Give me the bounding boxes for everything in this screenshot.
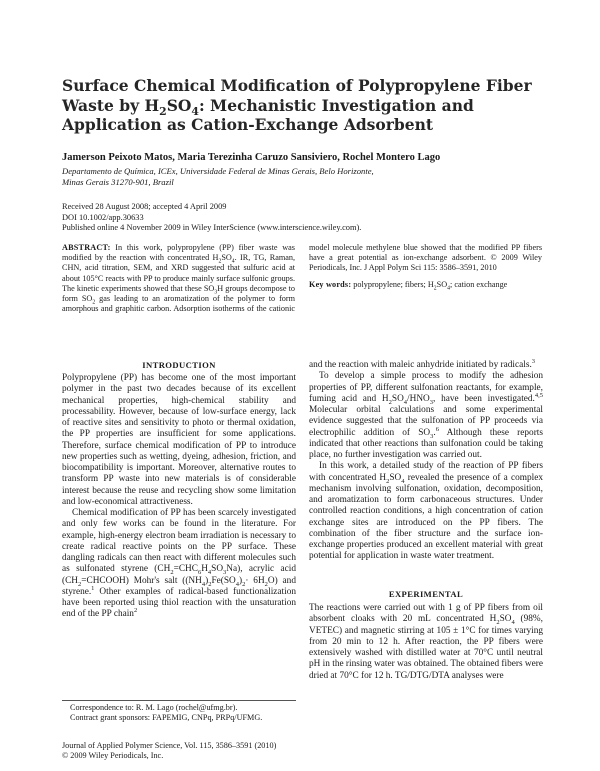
- footnotes: [62, 703, 296, 723]
- copyright-line: © 2009 Wiley Periodicals, Inc.: [62, 751, 164, 760]
- experimental-column: [309, 603, 543, 682]
- abstract-label: ABSTRACT:: [62, 243, 111, 252]
- paragraph: Chemical modification of PP has been scarcely investigated and only few works can be found in the literature. For example, high-energy electron beam irradiation is necessary to create radical reactive points on the PP surface. These dangling radicals can then react with different molecules such as sulfonated styrene $(CH_2=CHC_6H_4SO_3Na)$, acrylic acid $(CH_2=CHCOOH)$ Mohr's salt $((NH_4)_2Fe(SO_4)_2\cdot 6H_2O)$ and styrene.$^1$ Other examples of radical-based functionalization have been reported using thiol reaction with the unsaturation end of the PP chain$^2$: [62, 508, 296, 620]
- abstract-text: ABSTRACT: In this work, polypropylene (PP) fiber waste was modified by the reaction with concentrated $H_2SO_4$. IR, TG, Raman, CHN, acid titration, SEM, and XRD suggested that sulfuric acid at about 105°C reacts with PP to produce mainly surface sulfonic groups. The kinetic experiments showed that these $SO_3H$ groups decompose to form $SO_2$ gas leading to an aromatization of the polymer to form amorphous and graphitic carbon. Adsorption isotherms of the cationic model molecule methylene blue showed that the modified PP fibers have a great potential as ion-exchange adsorbent. © 2009 Wiley Periodicals, Inc. J Appl Polym Sci 115: 3586–3591, 2010: [62, 243, 542, 314]
- grant-note: Contract grant sponsors: FAPEMIG, CNPq, PRPq/UFMG.: [70, 713, 263, 722]
- publication-dates: [62, 202, 542, 234]
- title-line: Application as Cation-Exchange Adsorbent: [62, 115, 434, 134]
- keywords: Key words: polypropylene; fibers; $H_2SO_4$; cation exchange: [309, 279, 508, 292]
- paragraph: and the reaction with maleic anhydride initiated by radicals.$^3$: [309, 357, 536, 370]
- right-column: [309, 357, 543, 563]
- keywords-label: Key words:: [309, 279, 352, 289]
- title-line: Waste by $H_2SO_4$: Mechanistic Investigation and: [62, 95, 474, 118]
- journal-line: Journal of Applied Polymer Science, Vol. 115, 3586–3591 (2010): [62, 741, 277, 750]
- paragraph: To develop a simple process to modify the adhesion properties of PP, different sulfonation reactants, for example, fuming acid and $H_2SO_4/HNO_3$, have been investigated.$^{4,5}$ Molecular orbital calculations and some experimental evidence suggested that the sulfonation of PP proceeds via electrophilic addition of $SO_3.^6$ Although these reports indicated that other reactions than sulfonation could be taking place, no further investigation was carried out.: [309, 371, 543, 460]
- paragraph: Polypropylene (PP) has become one of the most important polymer in the past two decades because of its excellent mechanical properties, high-chemical stability and processability. However, because of low-surface energy, lack of reactive sites and sensitivity to photo or thermal oxidation, the PP properties are insufficient for some applications. Therefore, surface chemical modification of PP to introduce new properties such as wetting, dyeing, adhesion, friction, and biocompatibility is important. Moreover, alternative routes to transform PP waste into new materials is of considerable interest because the reuse and recycling show some limitation and low-economical attractiveness.: [62, 373, 296, 507]
- introduction-heading: INTRODUCTION: [142, 360, 216, 370]
- affiliation: Departamento de Química, ICEx, Universidade Federal de Minas Gerais, Belo Horizonte, Minas Gerais 31270-901, Brazil: [62, 166, 374, 187]
- footnote-divider: [62, 700, 296, 701]
- author-list: Jamerson Peixoto Matos, Maria Terezinha Caruzo Sansiviero, Rochel Montero Lago: [62, 152, 441, 163]
- correspondence-note: Correspondence to: R. M. Lago (rochel@ufmg.br).: [70, 703, 238, 712]
- article-title: [62, 76, 542, 135]
- published-date: Published online 4 November 2009 in Wiley InterScience (www.interscience.wiley.com).: [62, 223, 362, 232]
- left-column: [62, 373, 296, 621]
- abstract: [62, 243, 542, 323]
- journal-citation: [62, 741, 322, 761]
- doi: DOI 10.1002/app.30633: [62, 212, 144, 222]
- experimental-heading: EXPERIMENTAL: [388, 589, 464, 599]
- paragraph: The reactions were carried out with 1 g of PP fibers from oil absorbent cloaks with 20 mL concentrated $H_2SO_4$ (98%, VETEC) and magnetic stirring at 105 ± 1°C for times varying from 20 min to 12 h. After reaction, the PP fibers were extensively washed with distilled water at 70°C until neutral pH in the rinsing water was obtained. The obtained fibers were dried at 70°C for 12 h. TG/DTG/DTA analyses were: [309, 603, 543, 681]
- paragraph: In this work, a detailed study of the reaction of PP fibers with concentrated $H_2SO_4$ revealed the presence of a complex mechanism involving sulfonation, oxidation, decomposition, and aromatization to form carbonaceous structures. Under controlled reaction conditions, a high concentration of cation exchange sites are introduced on the PP fibers. The combination of the fiber structure and the surface ion-exchange properties produced an excellent material with great potential for application in waste water treatment.: [309, 461, 543, 562]
- received-date: Received 28 August 2008; accepted 4 April 2009: [62, 202, 227, 211]
- title-line: Surface Chemical Modification of Polypropylene Fiber: [62, 76, 532, 95]
